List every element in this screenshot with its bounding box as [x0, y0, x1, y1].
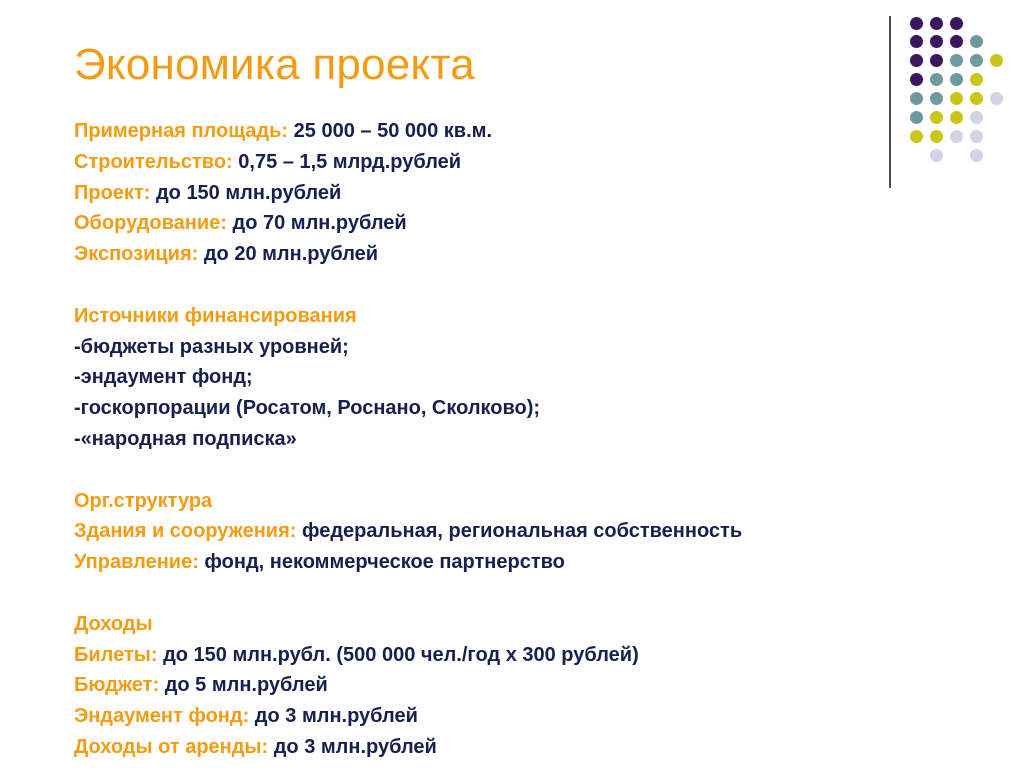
row-label: Строительство: [74, 150, 233, 173]
row-label: Эндаумент фонд: [74, 705, 250, 728]
economy-row-construction [74, 147, 974, 178]
decor-dot [930, 17, 943, 30]
decor-dot [990, 54, 1003, 67]
decor-dot [950, 92, 963, 105]
economy-section [74, 116, 974, 270]
row-label: Билеты: [74, 643, 158, 666]
decor-dot [970, 35, 983, 48]
slide-title: Экономика проекта [74, 40, 475, 89]
economy-row-area [74, 116, 974, 147]
row-value: до 150 млн.рублей [155, 181, 342, 204]
row-value: федеральная, региональная собственность [301, 520, 743, 543]
row-label: Бюджет: [74, 674, 160, 697]
financing-heading: Источники финансирования [74, 304, 357, 327]
row-label: Проект: [74, 181, 151, 204]
row-value: 25 000 – 50 000 кв.м. [293, 120, 493, 142]
row-label: Здания и сооружения: [74, 520, 297, 543]
income-section [74, 609, 974, 763]
decor-dot [910, 92, 923, 105]
decor-dot [910, 17, 923, 30]
decor-dot [910, 54, 923, 67]
income-heading: Доходы [74, 612, 153, 635]
org-heading: Орг.структура [74, 489, 213, 512]
decor-dot [950, 73, 963, 86]
row-value: до 150 млн.рубл. (500 000 чел./год х 300 рублей) [163, 643, 639, 666]
org-section [74, 486, 974, 578]
financing-section [74, 301, 974, 455]
org-row-buildings [74, 516, 974, 547]
row-value: до 5 млн.рублей [164, 674, 328, 697]
decor-dot [910, 73, 923, 86]
decor-dot [970, 92, 983, 105]
financing-item: -бюджеты разных уровней; [74, 335, 349, 358]
row-value: до 3 млн.рублей [273, 735, 437, 758]
economy-row-equipment [74, 208, 974, 239]
decor-dot [970, 73, 983, 86]
financing-item: -госкорпорации (Росатом, Роснано, Сколково); [74, 397, 541, 420]
financing-item: -эндаумент фонд; [74, 366, 253, 389]
income-row-endowment [74, 701, 974, 732]
decor-dot [970, 54, 983, 67]
spacer [74, 270, 974, 301]
slide-content [74, 116, 974, 763]
row-label: Примерная площадь: [74, 120, 289, 142]
decor-dot [930, 35, 943, 48]
income-row-tickets [74, 640, 974, 671]
decor-dot [930, 73, 943, 86]
decor-dot [950, 17, 963, 30]
row-label: Экспозиция: [74, 243, 199, 266]
decor-dot [910, 35, 923, 48]
economy-row-project [74, 178, 974, 209]
row-label: Оборудование: [74, 212, 227, 235]
income-row-rent [74, 732, 974, 763]
income-row-budget [74, 670, 974, 701]
decor-dot [930, 54, 943, 67]
spacer [74, 455, 974, 486]
decor-dot [930, 92, 943, 105]
row-value: до 20 млн.рублей [203, 243, 379, 266]
financing-item: -«народная подписка» [74, 427, 297, 450]
row-label: Доходы от аренды: [74, 735, 269, 758]
row-value: до 70 млн.рублей [232, 212, 407, 235]
decor-dot [990, 92, 1003, 105]
row-value: 0,75 – 1,5 млрд.рублей [238, 150, 462, 173]
row-label: Управление: [74, 551, 199, 574]
row-value: до 3 млн.рублей [254, 705, 418, 728]
decor-dot [950, 35, 963, 48]
economy-row-exposition [74, 239, 974, 270]
spacer [74, 578, 974, 609]
decor-dot [950, 54, 963, 67]
org-row-management [74, 547, 974, 578]
row-value: фонд, некоммерческое партнерство [204, 551, 565, 574]
